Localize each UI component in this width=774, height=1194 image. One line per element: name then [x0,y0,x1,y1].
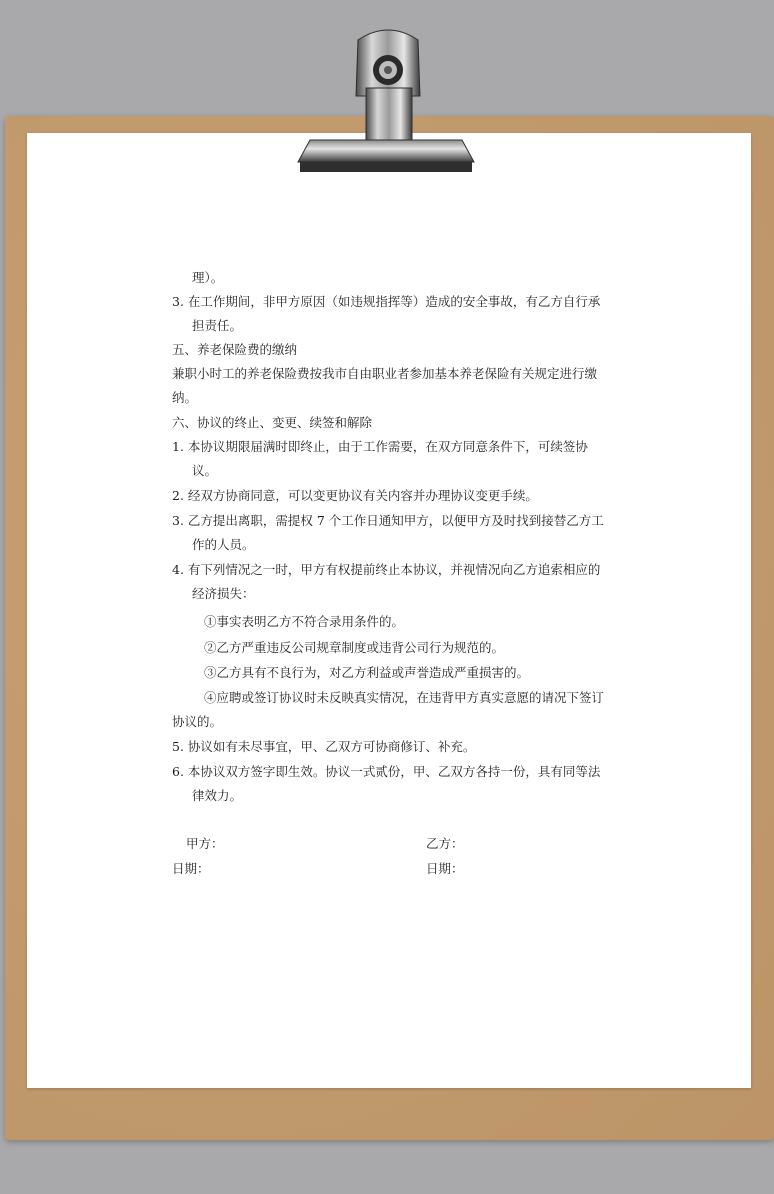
doc-line: 律效力。 [192,788,243,803]
section-heading: 五、养老保险费的缴纳 [172,342,298,357]
doc-line: ③乙方具有不良行为，对乙方利益或声誉造成严重损害的。 [204,665,530,680]
binder-clip-icon [296,28,478,178]
doc-line: 3. 乙方提出离职，需提权 7 个工作日通知甲方，以便甲方及时找到接替乙方工 [172,513,604,528]
doc-line: 纳。 [172,390,198,405]
doc-line: 协议的。 [172,714,223,729]
doc-line: ④应聘或签订协议时未反映真实情况，在违背甲方真实意愿的请况下签订 [204,690,605,705]
party-a-label: 甲方： [186,836,224,851]
date-b-label: 日期： [426,861,464,876]
doc-line: ②乙方严重违反公司规章制度或违背公司行为规范的。 [204,640,505,655]
section-heading: 六、协议的终止、变更、续签和解除 [172,415,373,430]
doc-line: 议。 [192,463,218,478]
doc-line: 2. 经双方协商同意，可以变更协议有关内容并办理协议变更手续。 [172,488,538,503]
party-b-label: 乙方： [426,836,464,851]
doc-line: 理）。 [192,270,224,285]
doc-line: ①事实表明乙方不符合录用条件的。 [204,614,405,629]
doc-line: 6. 本协议双方签字即生效。协议一式贰份，甲、乙双方各持一份，具有同等法 [172,764,601,779]
doc-line: 3. 在工作期间，非甲方原因（如违规指挥等）造成的安全事故，有乙方自行承 [172,294,601,309]
doc-line: 担责任。 [192,318,243,333]
doc-line: 作的人员。 [192,537,255,552]
doc-line: 经济损失： [192,586,255,601]
doc-line: 兼职小时工的养老保险费按我市自由职业者参加基本养老保险有关规定进行缴 [172,366,598,381]
doc-line: 5. 协议如有未尽事宜，甲、乙双方可协商修订、补充。 [172,739,476,754]
doc-line: 4. 有下列情况之一时，甲方有权提前终止本协议，并视情况向乙方追索相应的 [172,562,601,577]
date-a-label: 日期： [172,861,210,876]
doc-line: 1. 本协议期限届满时即终止，由于工作需要，在双方同意条件下，可续签协 [172,439,588,454]
